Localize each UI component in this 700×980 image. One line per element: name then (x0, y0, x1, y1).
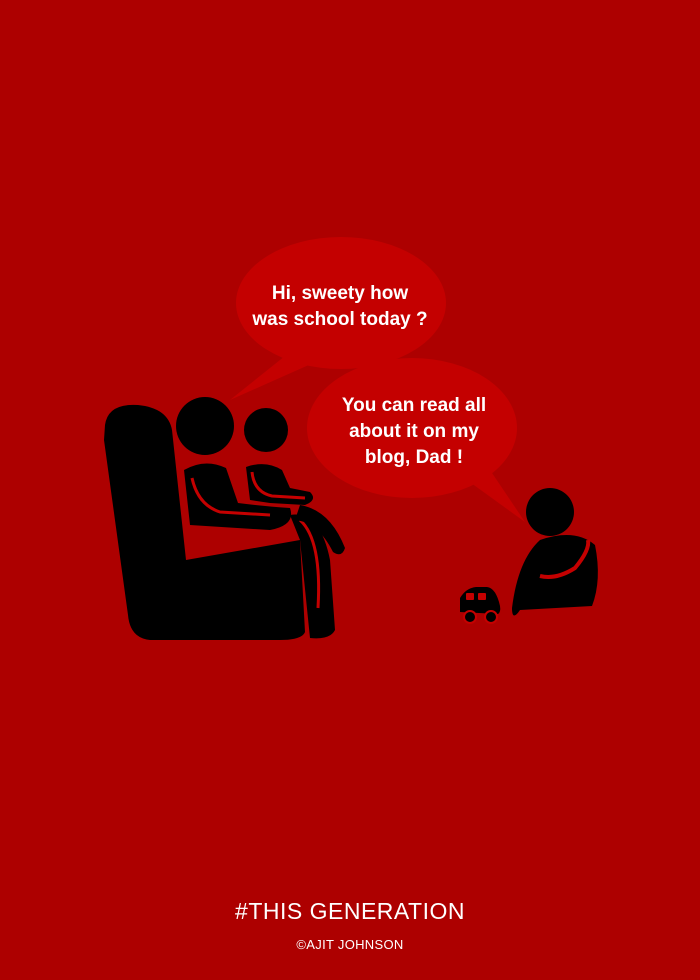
parent-speech-line: was school today ? (252, 309, 428, 330)
parent-speech-text (240, 281, 440, 333)
parent-speech-line: Hi, sweety how (271, 283, 409, 304)
toy-car-icon (460, 587, 500, 623)
child-speech-line: about it on my (349, 421, 479, 442)
footer-title: #THIS GENERATION (235, 898, 465, 924)
child-figure-icon (512, 488, 598, 616)
child-speech-line: blog, Dad ! (364, 447, 464, 468)
child-speech-text (314, 393, 514, 471)
child-speech-line: You can read all (341, 395, 487, 416)
footer-credit: ©AJIT JOHNSON (296, 937, 404, 952)
